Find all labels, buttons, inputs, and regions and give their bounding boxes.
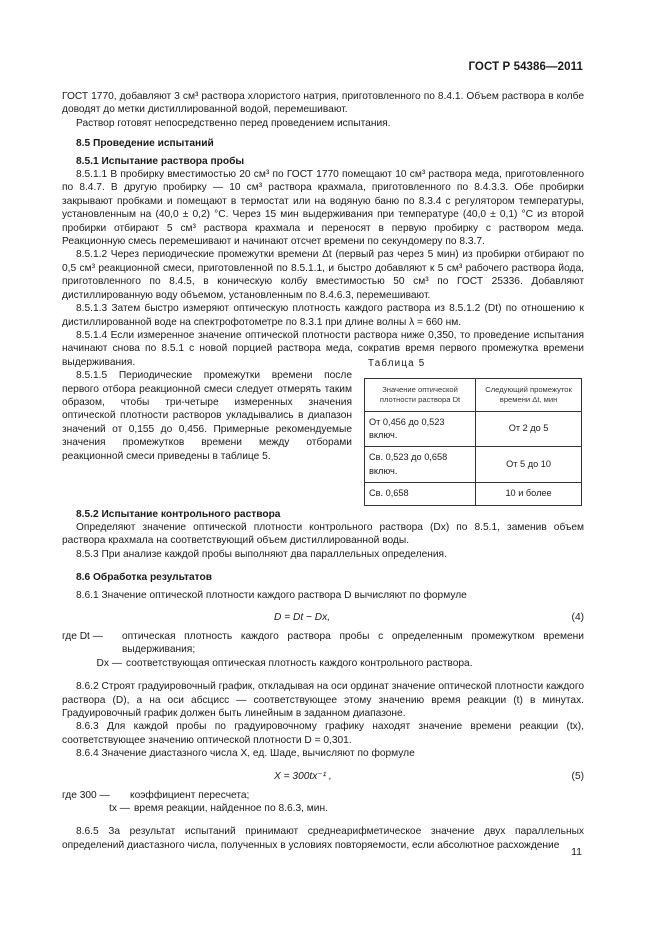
paragraph-8-6-4: 8.6.4 Значение диастазного числа X, ед. Шаде, вычисляют по формуле [76, 748, 415, 760]
legend-symbol: где 300 — [62, 789, 110, 801]
section-heading-8-6: 8.6 Обработка результатов [76, 572, 213, 584]
legend-symbol: tx — [109, 803, 130, 815]
table-header-row [365, 378, 582, 411]
legend-text: оптическая плотность каждого раствора пробы с определенным промежутком времени выдерживания; [122, 631, 584, 656]
formula-5 [62, 767, 584, 785]
table-cell-density: Св. 0,658 [365, 483, 476, 505]
formula-5-number: (5) [571, 770, 584, 782]
paragraph-8-6-1: 8.6.1 Значение оптической плотности каждого раствора D вычисляют по формуле [76, 589, 467, 601]
page-number: 11 [571, 846, 582, 858]
legend-row [62, 802, 584, 815]
legend-row [62, 630, 584, 657]
legend-symbol: Dx — [96, 657, 122, 669]
formula-4-number: (4) [571, 612, 584, 623]
section-heading-8-5: 8.5 Проведение испытаний [76, 138, 214, 150]
paragraph-8-5-1-4: 8.5.1.4 Если измеренное значение оптической плотности раствора ниже 0,350, то проведение испытания начинают снова по 8.5.1 с новой порцией раствора меда, сократив время первого промежутка времени выдерживания. [62, 329, 584, 368]
paragraph-prep-note: Раствор готовят непосредственно перед проведением испытания. [76, 117, 391, 129]
standard-header: ГОСТ Р 54386—2011 [468, 61, 583, 73]
paragraph-8-6-3: 8.6.3 Для каждой пробы по градуировочному графику находят значение времени реакции (tx), соответствующее значению оптической плотности D = 0,301. [62, 721, 584, 746]
table-header-density: Значение оптической плотности раствора Dt [365, 378, 476, 411]
formula-4 [62, 608, 584, 626]
formula-5-expression: X = 300tx⁻¹ , [274, 770, 332, 782]
table-row [365, 483, 582, 505]
paragraph-8-5-1-3: 8.5.1.3 Затем быстро измеряют оптическую плотность каждого раствора из 8.5.1.2 (Dt) по отношению к дистиллированной воде на спектрофотометре по 8.3.1 при длине волны λ = 660 нм. [62, 303, 584, 328]
legend-text: соответствующая оптическая плотность каждого контрольного раствора. [126, 657, 473, 669]
table-5 [364, 378, 582, 506]
paragraph-intro: ГОСТ 1770, добавляют 3 см³ раствора хлористого натрия, приготовленного по 8.4.1. Объем раствора в колбе доводят до метки дистиллированной водой, перемешивают. [62, 91, 584, 116]
paragraph-8-5-2: Определяют значение оптической плотности контрольного раствора (Dx) по 8.5.1, заменив объем раствора крахмала на соответствующий объем дистиллированной воды. [62, 521, 584, 547]
table-cell-interval: От 2 до 5 [476, 411, 582, 447]
table-cell-interval: От 5 до 10 [476, 447, 582, 483]
table-cell-density: Св. 0,523 до 0,658 включ. [365, 447, 476, 483]
subsection-heading-8-5-2: 8.5.2 Испытание контрольного раствора [76, 508, 281, 520]
paragraph-8-5-1-5: 8.5.1.5 Периодические промежутки времени после первого отбора реакционной смеси следует отмерять таким образом, чтобы три-четыре измеренных значения оптической плотности растворов укладывались в диапазон значений от 0,155 до 0,456. Примерные рекомендуемые значения промежутков времени между отборами реакционной смеси приведены в таблице 5. [62, 370, 352, 462]
paragraph-8-6-5: 8.6.5 За результат испытаний принимают среднеарифметическое значение двух параллельных определений диастазного числа, полученных в условиях повторяемости, если абсолютное расхождение [62, 826, 584, 851]
paragraph-8-5-3: 8.5.3 При анализе каждой пробы выполняют два параллельных определения. [76, 548, 447, 560]
table-cell-density: От 0,456 до 0,523 включ. [365, 411, 476, 447]
table-row [365, 411, 582, 447]
table-wrap-region [62, 329, 584, 499]
subsection-heading-8-5-1: 8.5.1 Испытание раствора пробы [76, 155, 245, 167]
paragraph-8-5-1-1: 8.5.1.1 В пробирку вместимостью 20 см³ по ГОСТ 1770 помещают 10 см³ раствора меда, приготовленного по 8.4.7. В другую пробирку — 10 см³ раствора крахмала, приготовленного по 8.4.3.3. Обе пробирки закрывают пробками и помещают в термостат или на водяную баню по 8.3.4 с регулятором температуры, установленным на (40,0 ± 0,2) °С. Через 15 мин выдерживания при температуре (40,0 ± 0,1) °С из второй пробирки отбирают 5 см³ раствора крахмала и переносят в первую пробирку с раствором меда. Реакционную смесь перемешивают и начинают отсчет времени по секундомеру по 8.3.7. [62, 169, 584, 248]
formula-5-legend [62, 789, 584, 816]
paragraph-8-6-2: 8.6.2 Строят градуировочный график, откладывая на оси ординат значение оптической плотности каждого раствора (D), а на оси абсцисс — соответствующее этому значению время реакции (t) в минутах. Градуировочный график должен быть линейным в заданном диапазоне. [62, 681, 584, 720]
legend-row [62, 789, 584, 802]
legend-text: время реакции, найденное по 8.6.3, мин. [134, 803, 328, 815]
formula-4-expression: D = Dt − Dx, [274, 612, 331, 623]
formula-4-legend [62, 630, 584, 670]
table-5-block [364, 355, 584, 505]
table-row [365, 447, 582, 483]
table-5-caption: Таблица 5 [368, 358, 426, 370]
page-content [62, 90, 584, 852]
table-cell-interval: 10 и более [476, 483, 582, 505]
legend-row [62, 657, 584, 670]
table-header-interval: Следующий промежуток времени Δt, мин [476, 378, 582, 411]
legend-text: коэффициент пересчета; [130, 789, 250, 801]
paragraph-8-5-1-2: 8.5.1.2 Через периодические промежутки времени Δt (первый раз через 5 мин) из пробирки отбирают по 0,5 см³ реакционной смеси, приготовленной по 8.5.1.1, и быстро добавляют к 5 см³ рабочего раствора йода, приготовленного по 8.4.5, в коническую колбу вместимостью 50 см³ по ГОСТ 25336. Добавляют дистиллированную воду объемом, установленным по 8.4.6.3, перемешивают. [62, 249, 584, 301]
legend-symbol: где Dt — [62, 631, 103, 642]
